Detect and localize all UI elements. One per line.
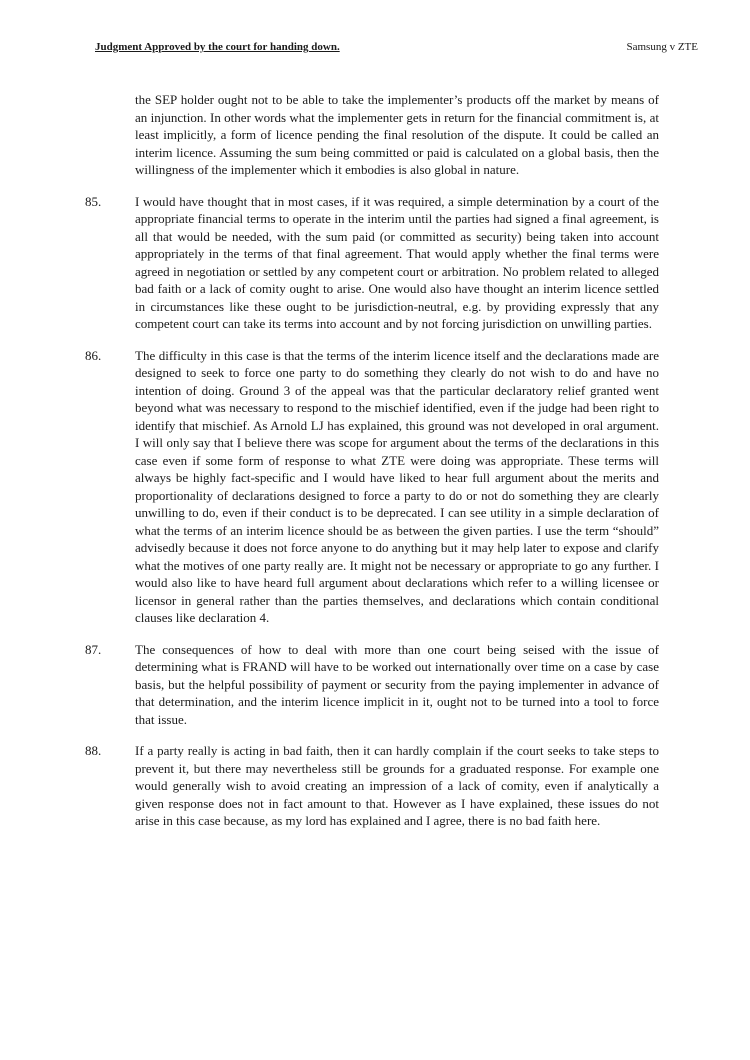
header-case-name: Samsung v ZTE bbox=[626, 41, 698, 53]
paragraph-85 bbox=[85, 193, 659, 333]
paragraph-number: 87. bbox=[85, 641, 102, 657]
page-header bbox=[95, 40, 698, 54]
paragraph-number: 88. bbox=[85, 743, 102, 758]
paragraph-text: The difficulty in this case is that the terms of the interim licence itself and the declarations made are designed to seek to force one party to do something they clearly do not wish to do and have no intention of doing. Ground 3 of the appeal was that the particular declaratory relief granted went beyond what was necessary to respond to the mischief identified, even if the judge had been right to identify that mischief. As Arnold LJ has explained, this ground was not developed in oral argument. I will only say that I believe there was scope for argument about the terms of the declarations in this case even if some form of response to what ZTE were doing was appropriate. These terms will always be highly fact-specific and I would have liked to hear full argument about the merits and proportionality of declarations designed to force a party to do or not do something they are clearly unwilling to do, even if their conduct is to be deprecated. I can see utility in a simple declaration of what the terms of an interim licence should be as between the given parties. I use the term “should” advisedly because it does not force anyone to do anything but it may help later to expose and clarify what the motives of one party really are. It might not be necessary or appropriate to go any further. I would also like to have heard full argument about declarations which refer to a willing licensee or licensor in general rather than the parties themselves, and declarations which contain conditional clauses like declaration 4. bbox=[135, 347, 659, 625]
paragraph-text: If a party really is acting in bad faith, then it can hardly complain if the court seeks to take steps to prevent it, but there may nevertheless still be grounds for a graduated response. For example one would generally wish to avoid creating an impression of a lack of comity, even if analytically a given response does not in fact amount to that. However as I have explained, these issues do not arise in this case because, as my lord has explained and I agree, there is no bad faith here. bbox=[135, 743, 659, 828]
header-approval-notice: Judgment Approved by the court for handing down. bbox=[95, 41, 340, 53]
judgment-body bbox=[85, 91, 659, 844]
paragraph-text: I would have thought that in most cases, if it was required, a simple determination by a court of the appropriate financial terms to operate in the interim until the parties had signed a final agreement, is all that would be needed, with the sum paid (or committed as security) being taken into account appropriately in the terms of that final agreement. That would apply whether the final terms were agreed in negotiation or settled by any competent court or arbitration. No problem related to alleged bad faith or a lack of comity ought to arise. One would also have thought an interim licence settled in circumstances like these ought to be jurisdiction-neutral, e.g. by providing expressly that any competent court can take its terms into account and by not forcing jurisdiction on unwilling parties. bbox=[135, 193, 659, 331]
paragraph-number: 86. bbox=[85, 347, 102, 363]
paragraph-text: the SEP holder ought not to be able to take the implementer’s products off the market by means of an injunction. In other words what the implementer gets in return for the financial commitment is, at least implicitly, a form of licence pending the final resolution of the dispute. It could be called an interim licence. Assuming the sum being committed or paid is calculated on a global basis, then the willingness of the implementer which it embodies is also global in nature. bbox=[135, 92, 659, 177]
paragraph-number: 85. bbox=[85, 193, 102, 209]
paragraph-text: The consequences of how to deal with more than one court being seised with the issue of determining what is FRAND will have to be worked out internationally over time on a case by case basis, but the helpful possibility of payment or security from the paying implementer in advance of that determination, and the interim licence implicit in it, ought not to be turned into a tool to force that issue. bbox=[135, 641, 659, 727]
paragraph-continuation bbox=[85, 91, 659, 179]
paragraph-86 bbox=[85, 347, 659, 627]
paragraph-88 bbox=[85, 742, 659, 830]
paragraph-87 bbox=[85, 641, 659, 729]
